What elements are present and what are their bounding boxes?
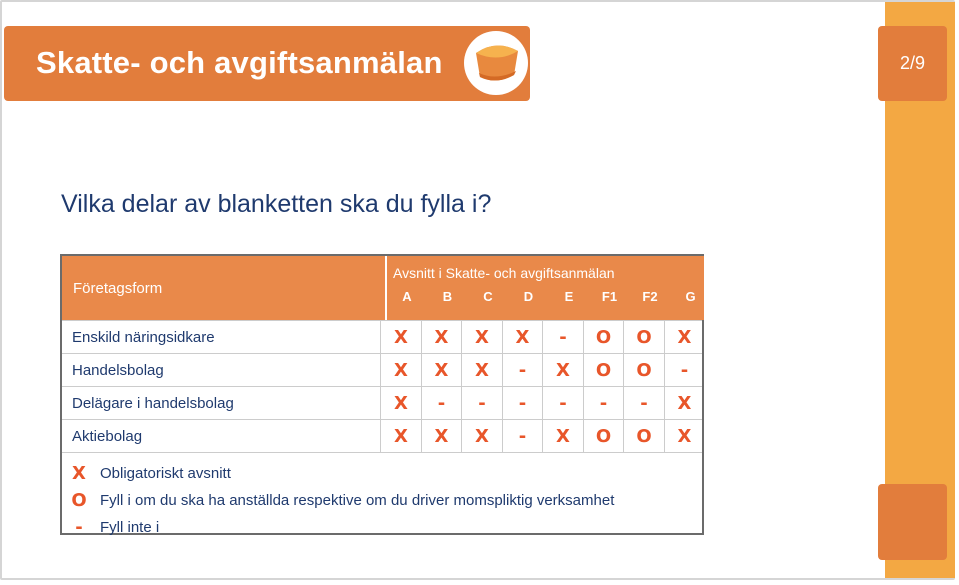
section-cell: O (623, 420, 664, 453)
company-type-name: Enskild näringsidkare (72, 329, 215, 346)
tax-box-logo-svg (464, 31, 528, 95)
legend-text: Fyll inte i (100, 519, 160, 536)
section-cell: X (380, 420, 421, 453)
legend-symbol: - (75, 517, 83, 538)
section-cell: O (623, 354, 664, 387)
section-cell: X (380, 354, 421, 387)
section-cell: X (461, 321, 502, 354)
section-cell: - (502, 420, 543, 453)
table-row (62, 386, 702, 421)
section-cell: X (380, 387, 421, 420)
legend-text: Obligatoriskt avsnitt (100, 465, 231, 482)
section-cell: O (583, 354, 624, 387)
section-cell: X (502, 321, 543, 354)
sections-header (387, 256, 704, 320)
legend-symbol: X (72, 463, 86, 484)
section-cell: X (461, 420, 502, 453)
section-cell: X (664, 387, 705, 420)
company-type-name: Delägare i handelsbolag (72, 395, 234, 412)
company-type-name: Handelsbolag (72, 362, 164, 379)
section-cell: X (542, 354, 583, 387)
section-cell: - (461, 387, 502, 420)
column-letters (387, 289, 704, 309)
section-cell: X (421, 321, 462, 354)
legend (62, 452, 702, 538)
column-letter: A (402, 289, 412, 304)
sections-header-label: Avsnitt i Skatte- och avgiftsanmälan (393, 265, 615, 281)
page-indicator: 2/9 (878, 26, 947, 101)
table-row (62, 320, 702, 355)
section-cell: - (502, 387, 543, 420)
column-letter: C (483, 289, 493, 304)
legend-symbol: O (71, 490, 87, 511)
bottom-decoration (878, 484, 947, 560)
page-heading: Vilka delar av blanketten ska du fylla i? (61, 190, 492, 218)
section-cell: - (623, 387, 664, 420)
column-letter: B (442, 289, 453, 304)
section-cell: X (542, 420, 583, 453)
title-banner (4, 26, 530, 101)
section-cell: X (421, 354, 462, 387)
column-letter: E (564, 289, 574, 304)
section-cell: X (421, 420, 462, 453)
section-cell: X (664, 420, 705, 453)
table-row (62, 419, 702, 454)
section-cell: - (502, 354, 543, 387)
column-letter: F1 (601, 289, 618, 304)
section-cell: - (542, 321, 583, 354)
table-row (62, 353, 702, 388)
column-letter: F2 (642, 289, 658, 304)
section-cell: O (623, 321, 664, 354)
form-parts-table (60, 254, 704, 538)
section-cell: O (583, 420, 624, 453)
column-letter: G (685, 289, 696, 304)
section-cell: X (461, 354, 502, 387)
company-type-header-label: Företagsform (73, 280, 163, 297)
company-type-header (62, 256, 385, 320)
column-letter: D (523, 289, 534, 304)
section-cell: X (380, 321, 421, 354)
section-cell: - (421, 387, 462, 420)
section-cell: - (542, 387, 583, 420)
legend-text: Fyll i om du ska ha anställda respektive om du driver momspliktig verksamhet (100, 492, 615, 509)
tax-box-logo-icon (464, 31, 528, 95)
section-cell: O (583, 321, 624, 354)
slide-title: Skatte- och avgiftsanmälan (36, 45, 443, 80)
section-cell: - (664, 354, 705, 387)
section-cell: - (583, 387, 624, 420)
company-type-name: Aktiebolag (72, 428, 143, 445)
section-cell: X (664, 321, 705, 354)
